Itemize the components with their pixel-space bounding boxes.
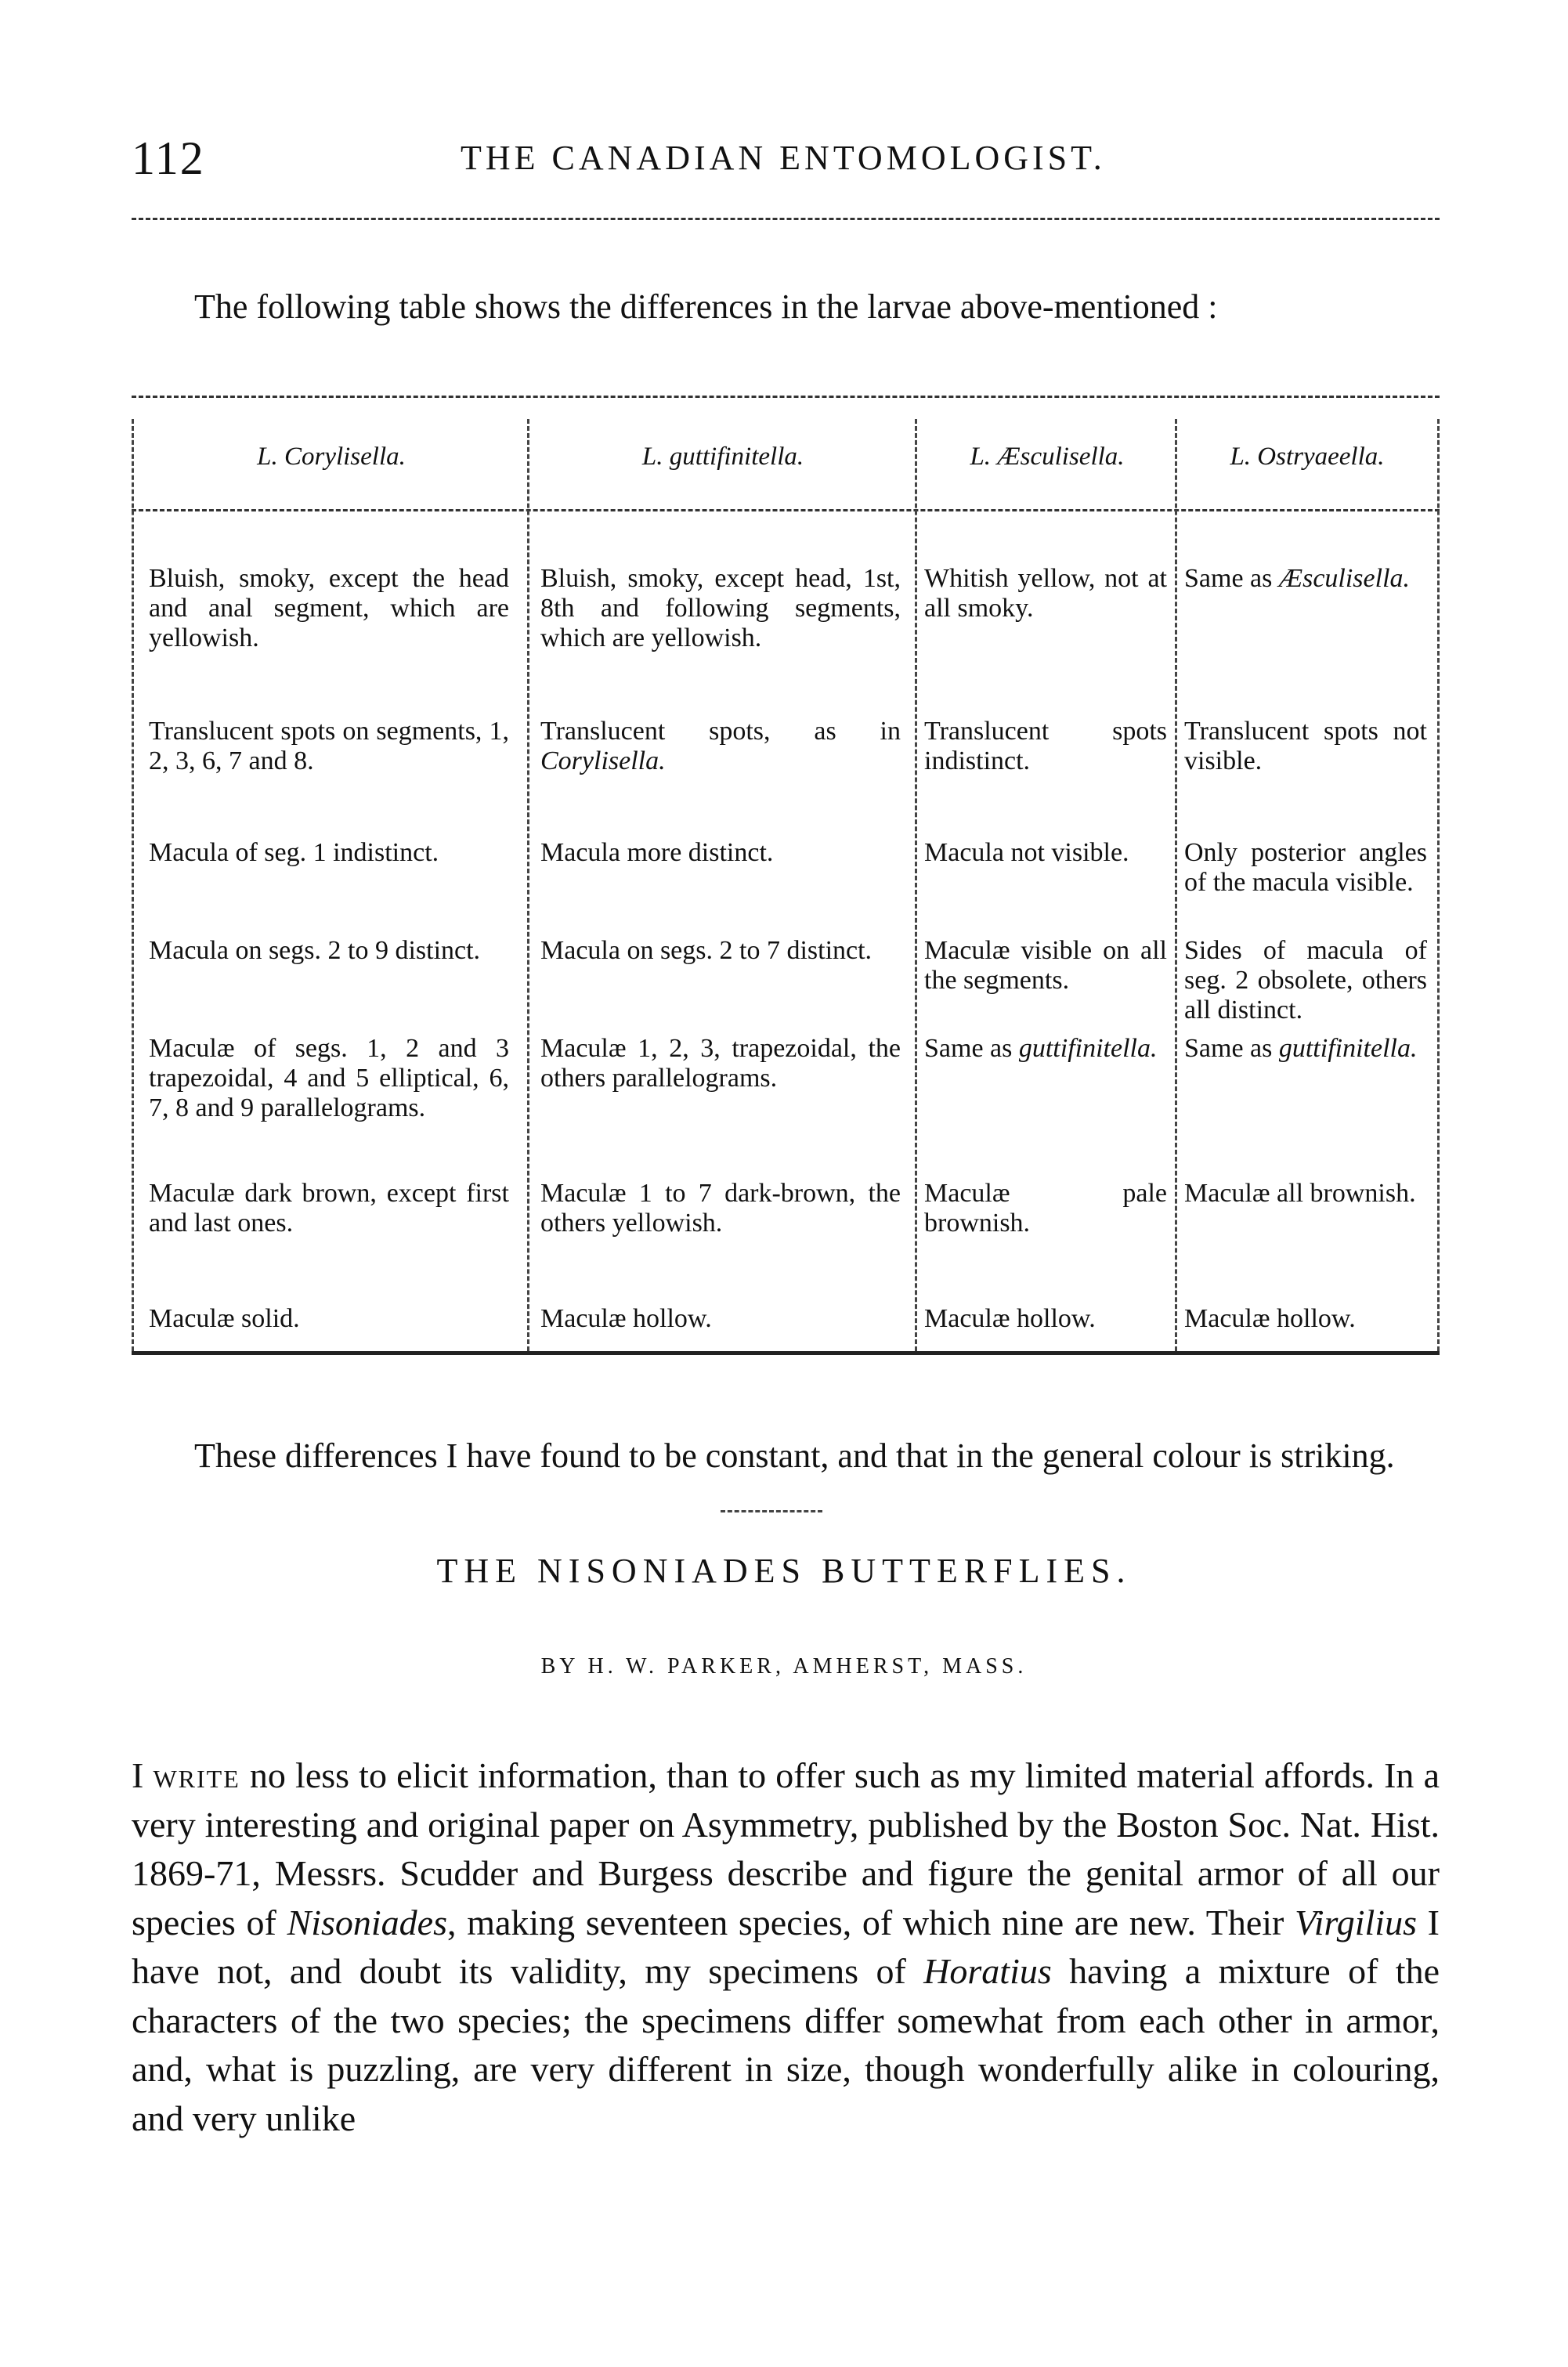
after-table-paragraph: These differences I have found to be constant, and that in the general colour is striking. <box>194 1436 1395 1475</box>
table-cell: Maculæ pale brownish. <box>924 1179 1167 1238</box>
table-cell: Macula more distinct. <box>540 838 774 867</box>
table-cell: Same as guttifinitella. <box>924 1034 1158 1063</box>
article-title: THE NISONIADES BUTTERFLIES. <box>436 1552 1132 1590</box>
table-cell: Whitish yellow, not at all smoky. <box>924 564 1167 623</box>
body-text: having a mixture of the characters of the two species; the specimens differ somewhat from each other in armor, and, what is puzzling, are very different in size, though wonderfully alike in colouring, and very unlike <box>132 1951 1440 2138</box>
column-divider <box>132 419 134 1351</box>
table-cell: Translucent spots not visible. <box>1184 717 1427 775</box>
table-cell: Maculæ 1 to 7 dark-brown, the others yellowish. <box>540 1179 901 1238</box>
table-cell: Maculæ 1, 2, 3, trapezoidal, the others parallelograms. <box>540 1034 901 1093</box>
table-cell: Macula of seg. 1 indistinct. <box>149 838 439 867</box>
table-cell: Translucent spots on segments, 1, 2, 3, 6, 7 and 8. <box>149 717 509 775</box>
table-cell: Maculæ visible on all the segments. <box>924 936 1167 995</box>
table-cell: Sides of macula of seg. 2 obsolete, others all distinct. <box>1184 936 1427 1024</box>
column-divider <box>1175 419 1177 1351</box>
table-cell: Maculæ hollow. <box>924 1304 1096 1333</box>
column-divider <box>1437 419 1440 1351</box>
body-text-smallcaps: write <box>153 1755 240 1795</box>
column-header: L. Æsculisella. <box>970 443 1125 471</box>
body-text: I have not, and doubt its validity, my specimens of <box>132 1902 1440 1991</box>
table-cell: Same as guttifinitella. <box>1184 1034 1418 1063</box>
table-cell: Only posterior angles of the macula visible. <box>1184 838 1427 897</box>
table-cell: Macula on segs. 2 to 7 distinct. <box>540 936 873 965</box>
species-name: guttifinitella. <box>1278 1034 1418 1063</box>
table-bottom-rule <box>132 1351 1440 1355</box>
species-name: Æsculisella. <box>1278 564 1411 593</box>
column-header: L. guttifinitella. <box>641 443 804 471</box>
page-number: 112 <box>132 132 205 184</box>
body-text: I <box>132 1755 154 1795</box>
table-cell: Maculæ hollow. <box>540 1304 712 1333</box>
page-header <box>132 132 1440 194</box>
column-divider <box>915 419 917 1351</box>
table-cell: Translucent spots indistinct. <box>924 717 1167 775</box>
larvae-comparison-table <box>132 396 1440 1379</box>
body-text: no less to elicit information, than to offer such as my limited material affords. In a very interesting and original paper on Asymmetry, published by the Boston Soc. Nat. Hist. 1869-71, Messrs. Scudder and Burgess describe and figure the genital armor of all our species of <box>132 1755 1440 1942</box>
intro-paragraph: The following table shows the differences in the larvae above-mentioned : <box>194 287 1218 326</box>
table-cell: Maculæ solid. <box>149 1304 300 1333</box>
table-header-rule <box>132 509 1440 511</box>
table-cell: Macula on segs. 2 to 9 distinct. <box>149 936 481 965</box>
species-name: Horatius <box>923 1951 1052 1991</box>
table-cell: Same as Æsculisella. <box>1184 564 1411 593</box>
table-cell: Maculæ of segs. 1, 2 and 3 trapezoidal, 4 and 5 elliptical, 6, 7, 8 and 9 parallelograms. <box>149 1034 509 1122</box>
article-byline: BY H. W. PARKER, AMHERST, MASS. <box>540 1654 1028 1679</box>
species-name: Virgilius <box>1295 1902 1417 1942</box>
table-cell: Maculæ hollow. <box>1184 1304 1356 1333</box>
article-body-paragraph <box>132 1751 1440 2143</box>
column-header: L. Ostryaeella. <box>1230 443 1385 471</box>
table-cell: Bluish, smoky, except head, 1st, 8th and following segments, which are yellowish. <box>540 564 901 652</box>
table-cell: Translucent spots, as in Corylisella. <box>540 717 901 775</box>
body-text: , making seventeen species, of which nine are new. Their <box>447 1902 1295 1942</box>
table-cell: Maculæ all brownish. <box>1184 1179 1416 1208</box>
table-top-rule <box>132 396 1440 398</box>
genus-name: Nisoniades <box>287 1902 447 1942</box>
species-name: Corylisella. <box>540 746 666 775</box>
running-title: THE CANADIAN ENTOMOLOGIST. <box>461 139 1106 177</box>
section-divider <box>721 1510 822 1512</box>
table-cell: Macula not visible. <box>924 838 1129 867</box>
header-rule <box>132 218 1440 220</box>
species-name: guttifinitella. <box>1018 1034 1158 1063</box>
table-cell: Maculæ dark brown, except first and last ones. <box>149 1179 509 1238</box>
column-header: L. Corylisella. <box>257 443 406 471</box>
column-divider <box>527 419 529 1351</box>
table-cell: Bluish, smoky, except the head and anal segment, which are yellowish. <box>149 564 509 652</box>
